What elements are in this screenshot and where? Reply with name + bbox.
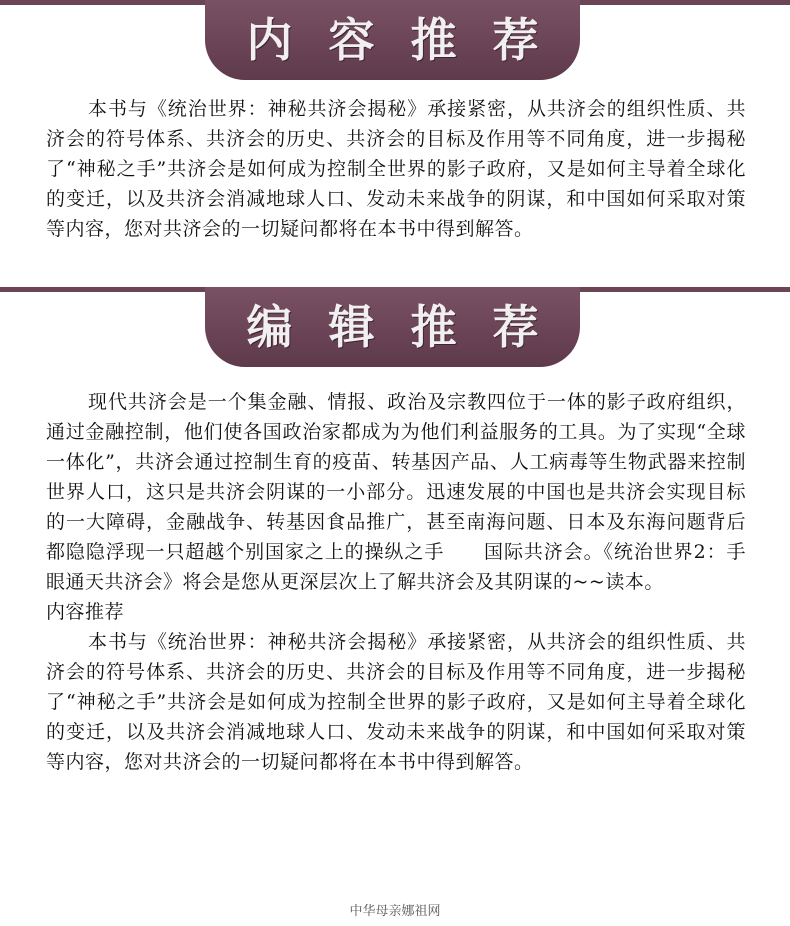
editor-recommend-text: 现代共济会是一个集金融、情报、政治及宗教四位于一体的影子政府组织，通过金融控制，他们使各国政治家都成为为他们利益服务的工具。为了实现“全球一体化”，共济会通过控制生育的疫苗、转基因产品、人工病毒等生物武器来控制世界人口，这只是共济会阴谋的一小部分。迅速发展的中国也是共济会实现目标的一大障碍，金融战争、转基因食品推广，甚至南海问题、日本及东海问题背后都隐隐浮现一只超越个别国家之上的操纵之手 国际共济会。《统治世界2：手眼通天共济会》将会是您从更深层次上了解共济会及其阴谋的~~读本。 [46,391,746,593]
editor-recommend-banner [205,287,580,367]
content-recommend-text: 本书与《统治世界：神秘共济会揭秘》承接紧密，从共济会的组织性质、共济会的符号体系、共济会的历史、共济会的目标及作用等不同角度，进一步揭秘了“神秘之手”共济会是如何成为控制全世界的影子政府，又是如何主导着全球化的变迁，以及共济会消减地球人口、发动未来战争的阴谋，和中国如何采取对策等内容，您对共济会的一切疑问都将在本书中得到解答。 [46,98,746,240]
content-recommend-section [46,94,746,244]
site-watermark: 中华母亲娜祖网 [349,904,441,919]
content-recommend-heading: 内容推荐 [246,13,575,67]
editor-recommend-section [46,387,746,777]
repeat-section-text: 本书与《统治世界：神秘共济会揭秘》承接紧密，从共济会的组织性质、共济会的符号体系、共济会的历史、共济会的目标及作用等不同角度，进一步揭秘了“神秘之手”共济会是如何成为控制全世界的影子政府，又是如何主导着全球化的变迁，以及共济会消减地球人口、发动未来战争的阴谋，和中国如何采取对策等内容，您对共济会的一切疑问都将在本书中得到解答。 [46,631,746,773]
editor-recommend-heading: 编辑推荐 [246,300,575,354]
repeat-section-label: 内容推荐 [46,601,125,623]
content-recommend-banner [205,0,580,80]
